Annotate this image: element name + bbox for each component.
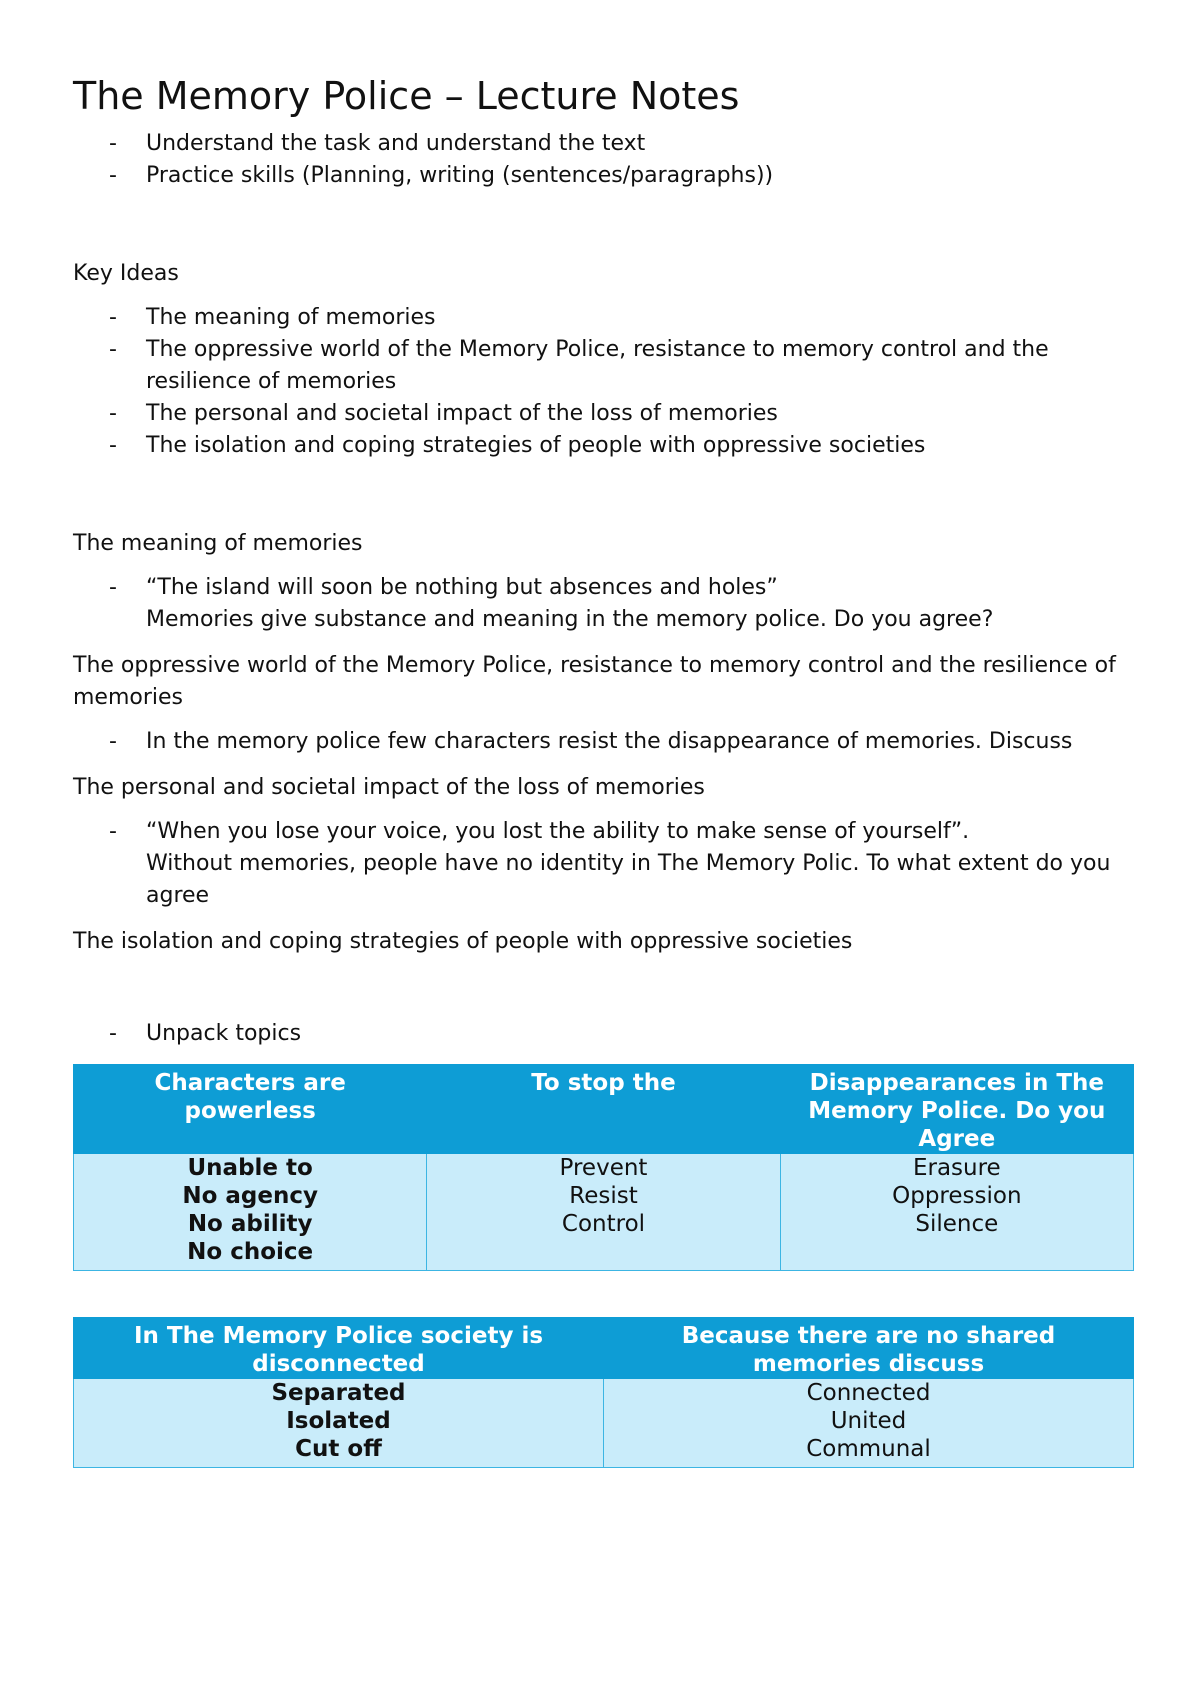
list-item: - Understand the task and understand the text xyxy=(73,128,1133,160)
dash-marker: - xyxy=(109,819,117,844)
section-list xyxy=(73,726,1133,758)
table-cell: Separated Isolated Cut off xyxy=(74,1379,604,1468)
dash-marker: - xyxy=(109,433,117,458)
section-heading-oppressive: The oppressive world of the Memory Police, resistance to memory control and the resilience of memories xyxy=(73,653,1116,710)
table-header-cell: Because there are no shared memories discuss xyxy=(604,1318,1134,1379)
list-item: - “The island will soon be nothing but absences and holes” Memories give substance and meaning in the memory police. Do you agree? xyxy=(73,572,1133,636)
list-item: - The personal and societal impact of the loss of memories xyxy=(73,398,1133,430)
dash-marker: - xyxy=(109,575,117,600)
table-header-cell: In The Memory Police society is disconnected xyxy=(74,1318,604,1379)
section-heading-meaning: The meaning of memories xyxy=(73,531,363,556)
table-cell: Connected United Communal xyxy=(604,1379,1134,1468)
list-item: - The oppressive world of the Memory Police, resistance to memory control and the resilience of memories xyxy=(73,334,1133,398)
table-cell: Unable to No agency No ability No choice xyxy=(74,1154,427,1271)
list-item: - The isolation and coping strategies of people with oppressive societies xyxy=(73,430,1133,462)
list-item: - Practice skills (Planning, writing (sentences/paragraphs)) xyxy=(73,160,1133,192)
dash-marker: - xyxy=(109,729,117,754)
section-list xyxy=(73,572,1133,636)
table-cell: Prevent Resist Control xyxy=(427,1154,780,1271)
list-item: - “When you lose your voice, you lost the ability to make sense of yourself”. Without memories, people have no identity in The Memory Polic. To what extent do you agree xyxy=(73,816,1133,912)
key-ideas-heading: Key Ideas xyxy=(73,261,179,286)
dash-marker: - xyxy=(109,131,117,156)
unpack-list xyxy=(73,1018,1133,1050)
section-list xyxy=(73,816,1133,912)
dash-marker: - xyxy=(109,401,117,426)
dash-marker: - xyxy=(109,337,117,362)
intro-bullet-list xyxy=(73,128,1133,192)
table-header-cell: To stop the xyxy=(427,1065,780,1154)
section-heading-impact: The personal and societal impact of the loss of memories xyxy=(73,775,705,800)
list-item: - Unpack topics xyxy=(73,1018,1133,1050)
key-ideas-list xyxy=(73,302,1133,462)
document-content xyxy=(73,70,1133,1468)
dash-marker: - xyxy=(109,305,117,330)
section-heading-isolation: The isolation and coping strategies of people with oppressive societies xyxy=(73,929,853,954)
table-header-cell: Disappearances in The Memory Police. Do you Agree xyxy=(780,1065,1133,1154)
dash-marker: - xyxy=(109,1021,117,1046)
table-cell: Erasure Oppression Silence xyxy=(780,1154,1133,1271)
page-title: The Memory Police – Lecture Notes xyxy=(73,74,740,118)
list-item: - In the memory police few characters resist the disappearance of memories. Discuss xyxy=(73,726,1133,758)
dash-marker: - xyxy=(109,163,117,188)
table-row xyxy=(74,1154,1134,1271)
disconnected-table xyxy=(73,1317,1134,1468)
table-header-cell: Characters are powerless xyxy=(74,1065,427,1154)
table-header-row xyxy=(74,1318,1134,1379)
table-row xyxy=(74,1379,1134,1468)
powerless-table xyxy=(73,1064,1134,1271)
table-header-row xyxy=(74,1065,1134,1154)
list-item: - The meaning of memories xyxy=(73,302,1133,334)
